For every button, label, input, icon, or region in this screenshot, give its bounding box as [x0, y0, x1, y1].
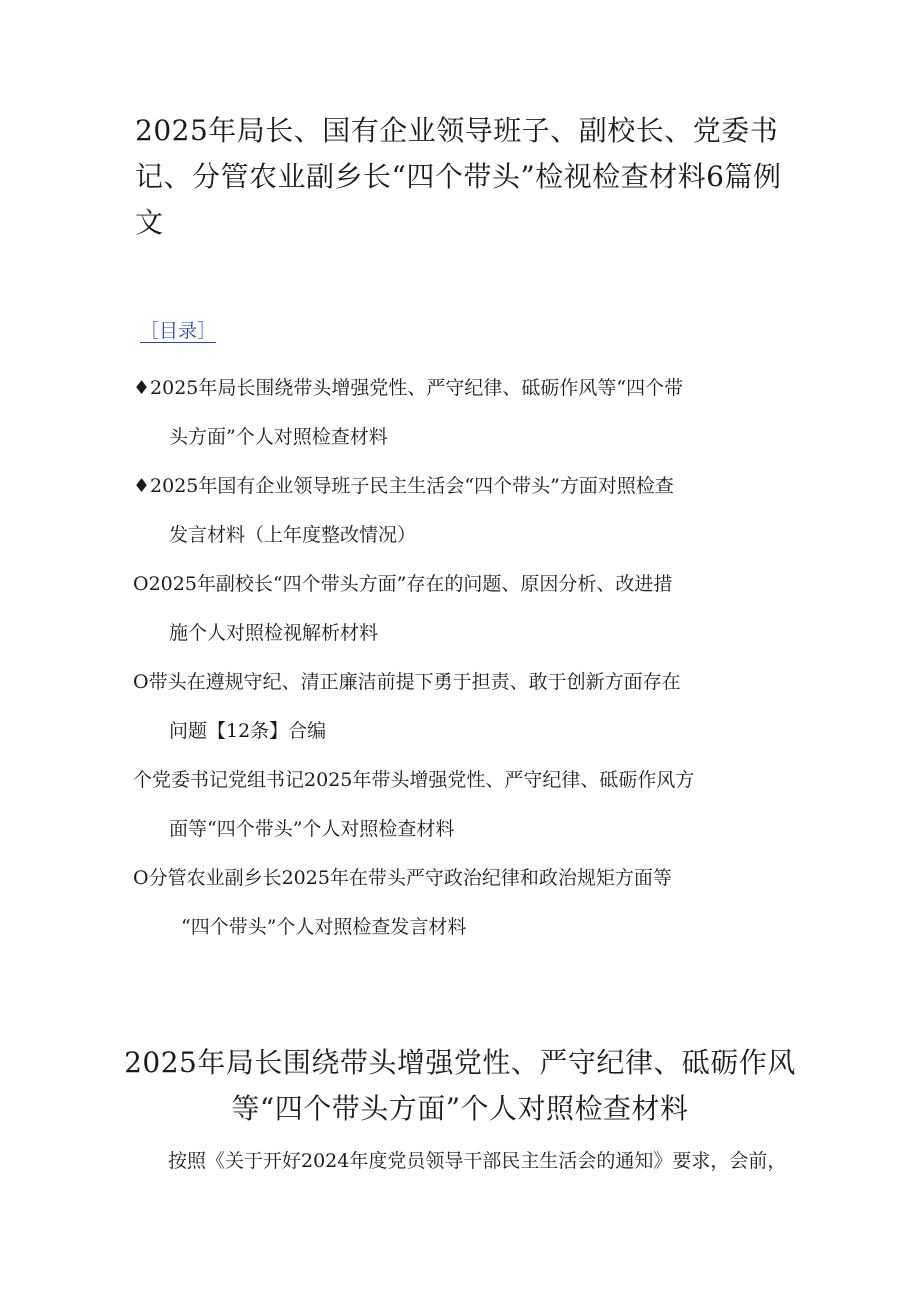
toc-item-text: 2025年副校长“四个带头方面”存在的问题、原因分析、改进措 — [148, 573, 673, 595]
toc-bullet: O — [133, 867, 149, 889]
toc-item[interactable] — [133, 854, 733, 952]
toc-item[interactable] — [133, 658, 733, 756]
toc-item[interactable] — [133, 560, 733, 658]
toc-item-line1 — [133, 756, 733, 805]
table-of-contents — [133, 364, 733, 952]
toc-bullet: 个 — [133, 769, 153, 791]
toc-item-text: 党委书记党组书记2025年带头增强党性、严守纪律、砥砺作风方 — [152, 769, 695, 791]
toc-item-line1 — [133, 560, 733, 609]
toc-heading-link[interactable]: ［目录］ — [140, 320, 217, 342]
toc-item-text: 2025年局长围绕带头增强党性、严守纪律、砥砺作风等“四个带 — [150, 377, 684, 399]
toc-item-text: 2025年国有企业领导班子民主生活会“四个带头”方面对照检查 — [150, 475, 674, 497]
toc-bullet: ♦ — [133, 377, 151, 399]
toc-bullet: ♦ — [133, 475, 151, 497]
toc-item-line2: 问题【12条】合编 — [169, 720, 327, 742]
toc-item-line1 — [133, 658, 733, 707]
body-paragraph: 按照《关于开好2024年度党员领导干部民主生活会的通知》要求，会前， — [168, 1150, 787, 1172]
toc-item-line1 — [133, 364, 733, 413]
toc-item-line2: 面等“四个带头”个人对照检查材料 — [169, 818, 455, 840]
document-title: 2025年局长、国有企业领导班子、副校长、党委书记、分管农业副乡长“四个带头”检视检查材料6篇例文 — [135, 114, 782, 239]
toc-item-line1 — [133, 854, 733, 903]
toc-bullet: O — [133, 671, 149, 693]
toc-item-line2: 头方面”个人对照检查材料 — [169, 426, 388, 448]
section-title: 2025年局长围绕带头增强党性、严守纪律、砥砺作风等“四个带头方面”个人对照检查材料 — [124, 1046, 796, 1125]
toc-item-text: 带头在遵规守纪、清正廉洁前提下勇于担责、敢于创新方面存在 — [148, 671, 681, 693]
toc-bullet: O — [133, 573, 149, 595]
toc-item[interactable] — [133, 462, 733, 560]
toc-item-line2: “四个带头”个人对照检查发言材料 — [181, 916, 467, 938]
toc-item-text: 分管农业副乡长2025年在带头严守政治纪律和政治规矩方面等 — [148, 867, 672, 889]
toc-item-line2: 发言材料（上年度整改情况） — [169, 524, 417, 546]
toc-item-line2: 施个人对照检视解析材料 — [169, 622, 379, 644]
toc-item[interactable] — [133, 756, 733, 854]
toc-item-line1 — [133, 462, 733, 511]
toc-item[interactable] — [133, 364, 733, 462]
